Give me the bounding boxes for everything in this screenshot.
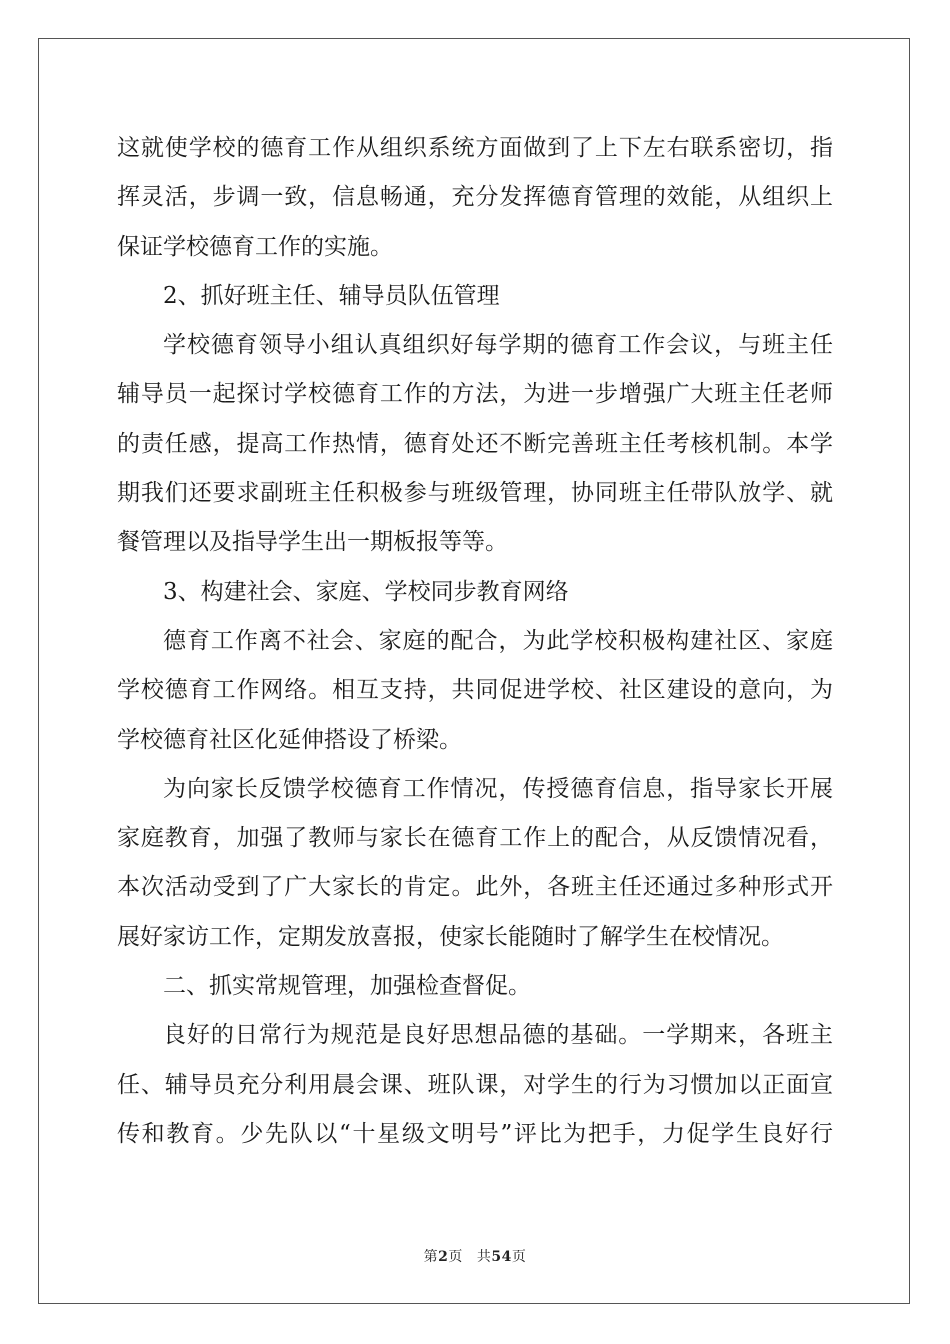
section-heading: 3、构建社会、家庭、学校同步教育网络 [163, 578, 569, 605]
page-footer [0, 1246, 950, 1266]
text-line: 学校德育工作网络。相互支持，共同促进学校、社区建设的意向，为 [117, 677, 833, 704]
page-prefix: 第 [423, 1249, 439, 1265]
text-line: 餐管理以及指导学生出一期板报等等。 [117, 529, 508, 556]
text-line: 这就使学校的德育工作从组织系统方面做到了上下左右联系密切，指 [117, 135, 833, 161]
section-heading: 2、抓好班主任、辅导员队伍管理 [163, 282, 500, 309]
text-line: 学校德育社区化延伸搭设了桥梁。 [117, 726, 462, 753]
text-line: 期我们还要求副班主任积极参与班级管理，协同班主任带队放学、就 [117, 480, 833, 507]
text-line: 展好家访工作，定期发放喜报，使家长能随时了解学生在校情况。 [117, 923, 784, 950]
text-line: 的责任感，提高工作热情，德育处还不断完善班主任考核机制。本学 [117, 430, 833, 457]
page-suffix: 页 [448, 1249, 463, 1265]
total-pages: 54 [491, 1249, 512, 1265]
text-line: 辅导员一起探讨学校德育工作的方法，为进一步增强广大班主任老师 [117, 381, 833, 408]
text-line: 任、辅导员充分利用晨会课、班队课，对学生的行为习惯加以正面宣 [117, 1071, 833, 1098]
section-heading: 二、抓实常规管理，加强检查督促。 [163, 973, 531, 1000]
text-line: 传和教育。少先队以“十星级文明号”评比为把手，力促学生良好行 [117, 1120, 833, 1147]
text-line: 本次活动受到了广大家长的肯定。此外，各班主任还通过多种形式开 [117, 874, 833, 901]
total-suffix: 页 [511, 1249, 527, 1265]
text-line: 德育工作离不社会、家庭的配合，为此学校积极构建社区、家庭 [163, 627, 833, 654]
text-line: 学校德育领导小组认真组织好每学期的德育工作会议，与班主任 [163, 332, 833, 359]
document-body [117, 124, 833, 1159]
text-line: 为向家长反馈学校德育工作情况，传授德育信息，指导家长开展 [163, 775, 833, 802]
text-line: 挥灵活，步调一致，信息畅通，充分发挥德育管理的效能，从组织上 [117, 184, 833, 211]
text-line: 良好的日常行为规范是良好思想品德的基础。一学期来，各班主 [163, 1022, 833, 1049]
text-line: 保证学校德育工作的实施。 [117, 233, 393, 260]
page-number: 2 [438, 1249, 449, 1265]
total-prefix: 共 [476, 1249, 492, 1265]
text-line: 家庭教育，加强了教师与家长在德育工作上的配合，从反馈情况看， [117, 825, 833, 852]
